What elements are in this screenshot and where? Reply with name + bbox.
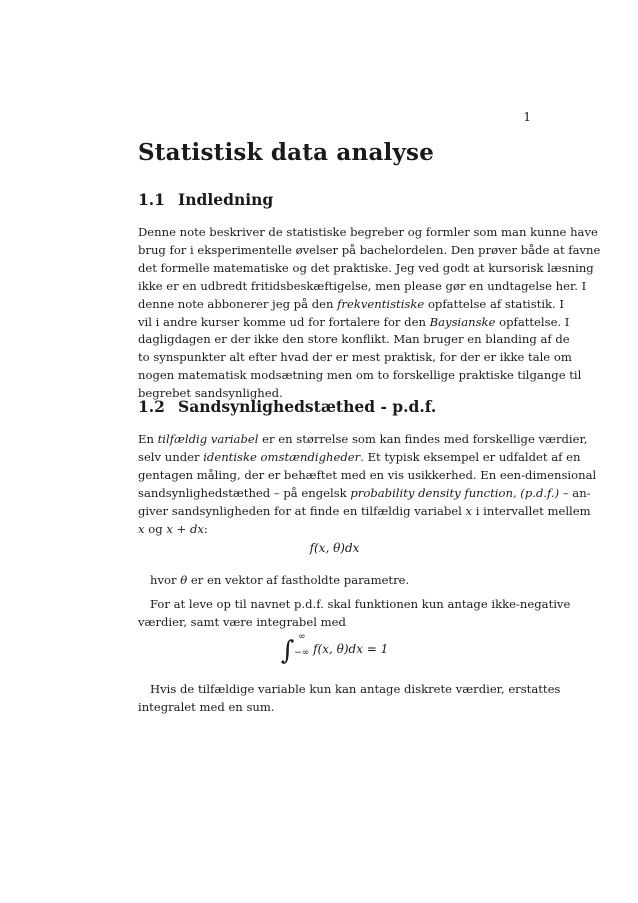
text-line: For at leve op til navnet p.d.f. skal funktionen kun antage ikke-negative (150, 597, 571, 611)
text-line: gentagen måling, der er behæftet med en vis usikkerhed. En een-dimensional (138, 467, 597, 482)
math-expr: x + dx (166, 521, 204, 536)
emphasis: identiske omstændigheder (203, 449, 361, 464)
live-up-paragraph (138, 596, 571, 632)
pdf-paragraph (138, 431, 597, 538)
text-line: Hvis de tilfældige variable kun kan antage diskrete værdier, erstattes (150, 682, 561, 696)
integrand: f(x, θ)dx = 1 (313, 642, 389, 656)
text-line: vil i andre kurser komme ud for fortalere for den Baysianske opfattelse. I (138, 314, 570, 329)
text-line: nogen matematisk modsætning men om to forskellige praktiske tilgange til (138, 368, 582, 383)
text-line: det formelle matematiske og det praktiske. Jeg ved godt at kursorisk læsning (138, 260, 594, 275)
text-line: giver sandsynligheden for at finde en tilfældig variabel x i intervallet mellem (138, 503, 591, 518)
section-title: Sandsynlighedstæthed - p.d.f. (178, 397, 437, 416)
lower-limit: −∞ (294, 648, 310, 658)
emphasis: tilfældig variabel (157, 432, 259, 446)
text-line: hvor θ er en vektor af fastholdte parametre. (150, 573, 410, 587)
section-number: 1.1 (138, 190, 165, 209)
section-title: Indledning (178, 190, 274, 209)
text-line: to synspunkter alt efter hvad der er mest praktisk, for der er ikke tale om (138, 350, 572, 365)
where-paragraph (138, 572, 531, 590)
math-var: x (138, 521, 145, 536)
math-var: θ (180, 573, 188, 587)
section-heading-1-1 (138, 190, 273, 209)
section-heading-1-2 (138, 397, 436, 416)
integral-sign: ∫ (280, 636, 295, 666)
text-line: begrebet sandsynlighed. (138, 386, 283, 401)
text-line: ikke er en udbredt fritidsbeskæftigelse, men please gør en undtagelse her. I (138, 278, 587, 293)
text-line: selv under identiske omstændigheder. Et typisk eksempel er udfaldet af en (138, 449, 581, 464)
emphasis: frekventistiske (337, 296, 425, 311)
text-line: denne note abbonerer jeg på den frekventistiske opfattelse af statistik. I (138, 296, 565, 311)
equation-pdf: f(x, θ)dx (309, 541, 360, 555)
text-line: værdier, samt være integrabel med (138, 614, 346, 629)
text-line: brug for i eksperimentelle øvelser på bachelordelen. Den prøver både at favne (138, 242, 601, 257)
text-line: dagligdagen er der ikke den store konflikt. Man bruger en blanding af de (138, 332, 570, 347)
text-line: Denne note beskriver de statistiske begreber og formler som man kunne have (138, 225, 598, 239)
text-line: integralet med en sum. (138, 699, 275, 714)
emphasis: probability density function, (p.d.f.) (350, 485, 560, 500)
text-line: x og x + dx: (138, 521, 208, 536)
text-line: sandsynlighedstæthed – på engelsk probability density function, (p.d.f.) – an- (138, 485, 591, 500)
discrete-paragraph (138, 681, 561, 717)
integral-limits (294, 632, 309, 664)
emphasis: Baysianske (429, 314, 496, 329)
chapter-title: Statistisk data analyse (138, 139, 435, 166)
text-line: En tilfældig variabel er en størrelse som kan findes med forskellige værdier, (138, 432, 588, 446)
equation-normalization (138, 632, 531, 666)
intro-paragraph (138, 224, 601, 403)
page-number: 1 (523, 110, 531, 124)
upper-limit: ∞ (298, 632, 306, 642)
section-number: 1.2 (138, 397, 165, 416)
math-var: x (465, 503, 473, 518)
